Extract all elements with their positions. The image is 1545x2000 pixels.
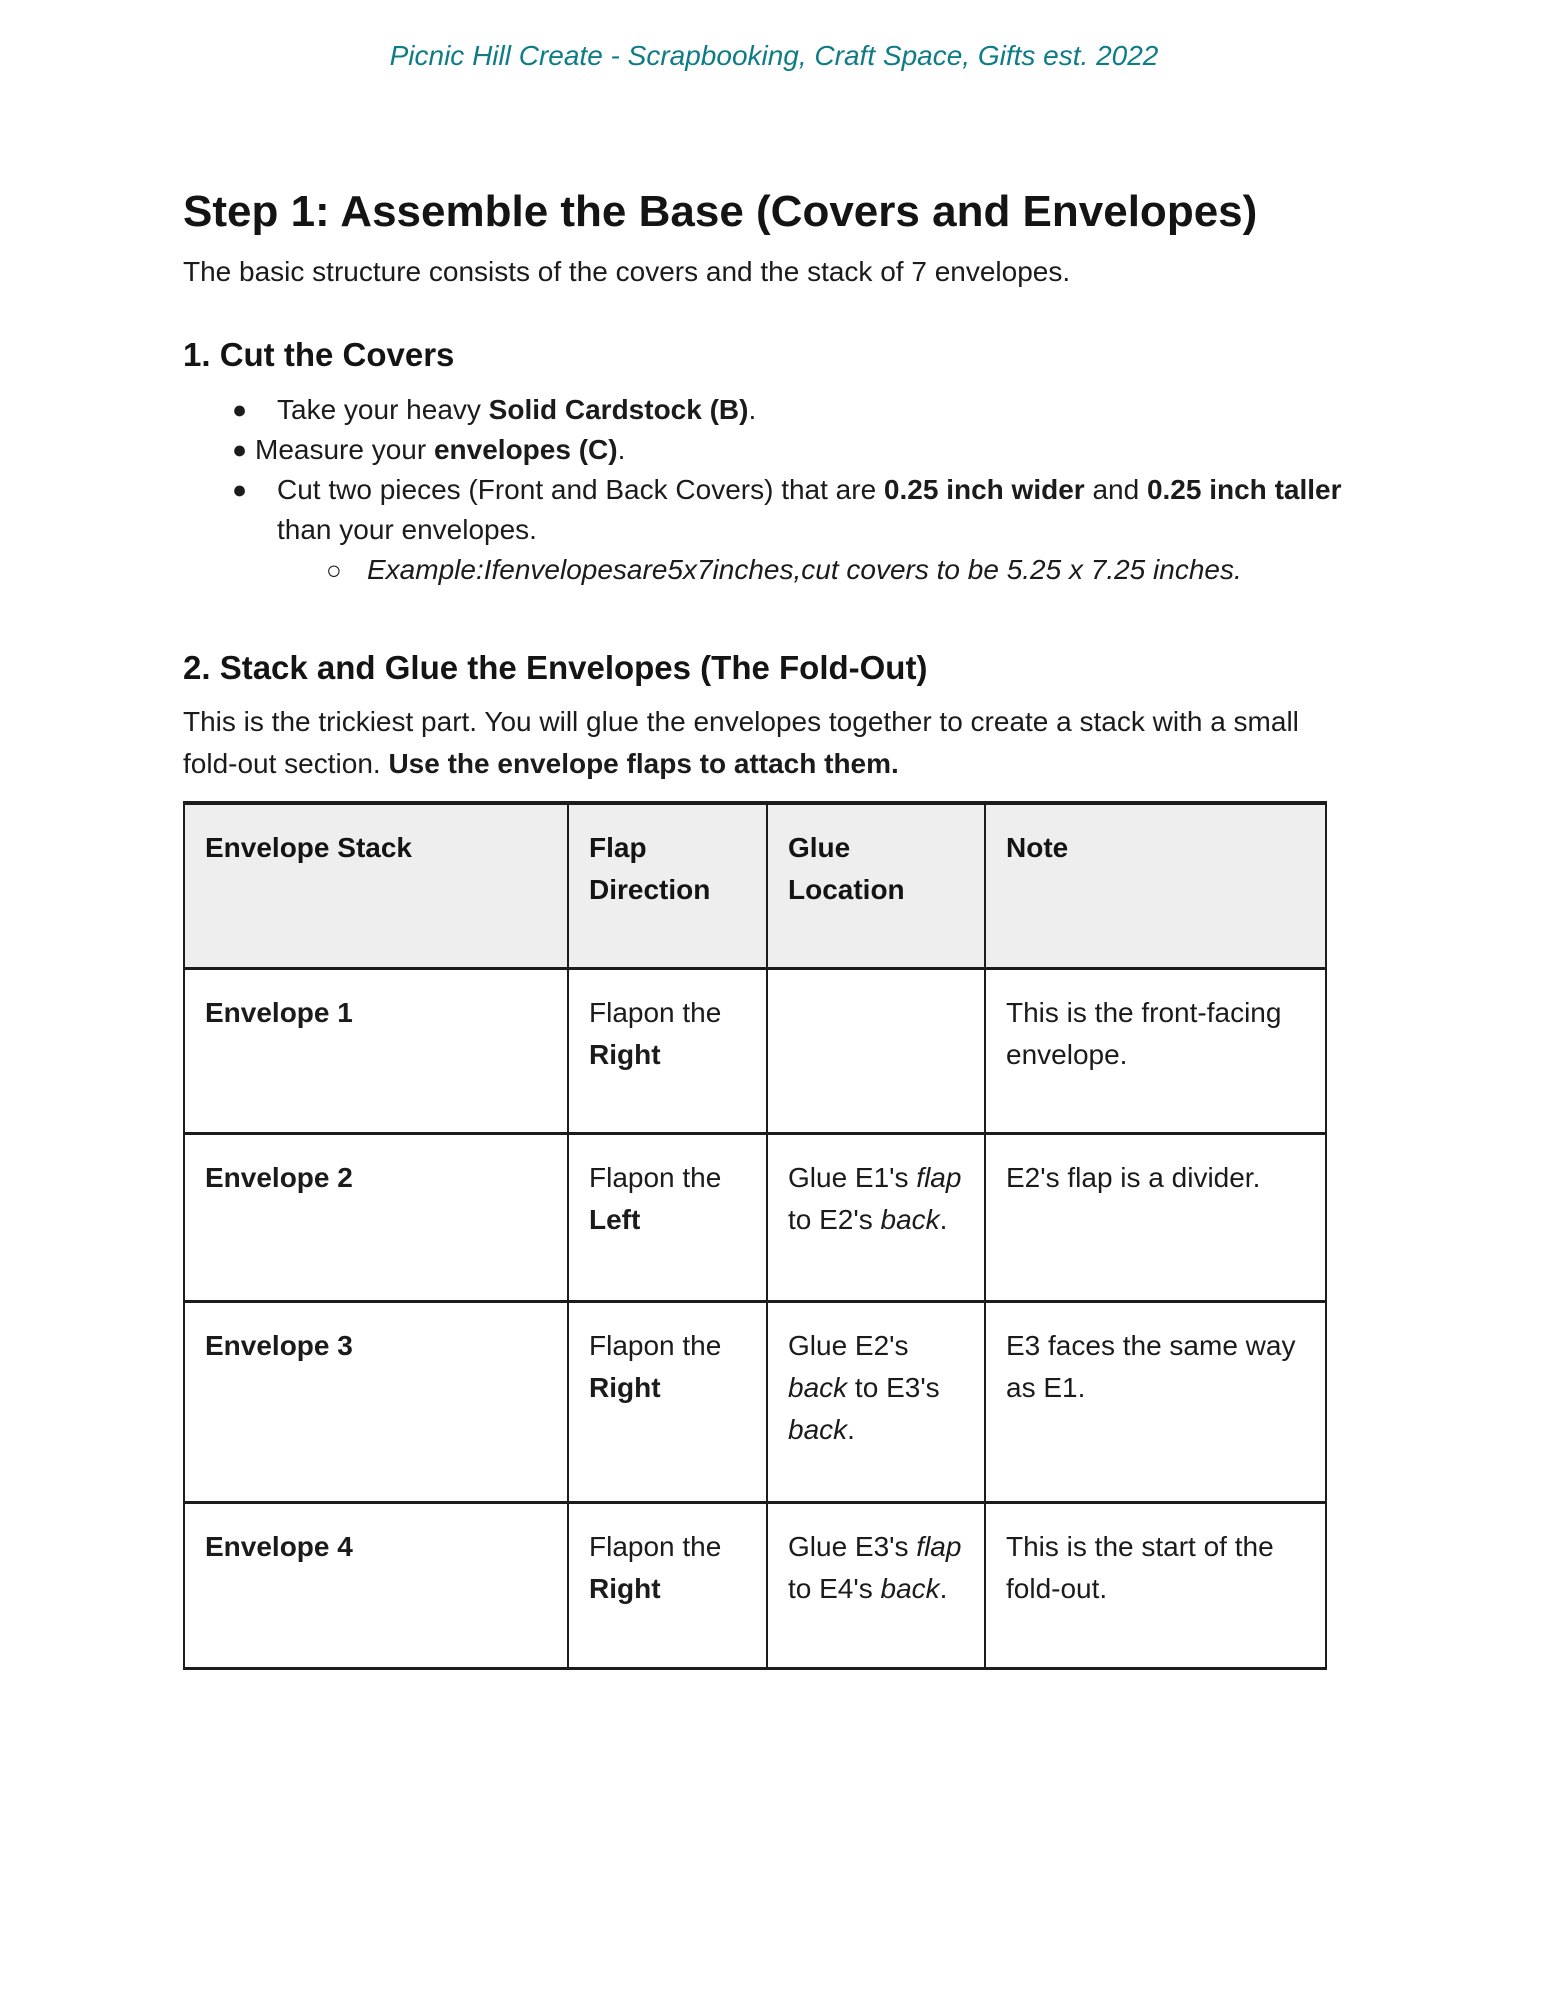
table-cell-note: E2's flap is a divider. xyxy=(985,1133,1326,1301)
table-cell-note: This is the start of the fold-out. xyxy=(985,1502,1326,1668)
table-row xyxy=(184,1502,1326,1668)
column-header-envelope-stack: Envelope Stack xyxy=(184,803,568,968)
list-item xyxy=(232,430,1365,470)
list-item-main-text: Cut two pieces (Front and Back Covers) that are 0.25 inch wider and 0.25 inch taller than your envelopes. xyxy=(277,474,1342,545)
list-item-text: Take your heavy Solid Cardstock (B). xyxy=(277,394,757,425)
table-cell-envelope: Envelope 1 xyxy=(184,968,568,1133)
section-heading-stack-glue: 2. Stack and Glue the Envelopes (The Fold-Out) xyxy=(183,649,928,686)
example-sub-item xyxy=(326,550,1342,590)
cut-covers-bullet-list xyxy=(183,390,1365,590)
table-header-row xyxy=(184,803,1326,968)
bullet-icon: ● xyxy=(232,476,248,504)
list-item-text: Measure your envelopes (C). xyxy=(255,434,626,465)
column-header-glue-location: Glue Location xyxy=(767,803,985,968)
list-item-text xyxy=(277,470,1342,590)
table-cell-envelope: Envelope 2 xyxy=(184,1133,568,1301)
envelope-table xyxy=(183,801,1327,1670)
table-cell-glue-location xyxy=(767,968,985,1133)
table-cell-flap-direction: Flapon the Right xyxy=(568,1502,767,1668)
section-heading-cut-covers: 1. Cut the Covers xyxy=(183,336,455,373)
table-row xyxy=(184,1133,1326,1301)
list-item xyxy=(232,390,1365,430)
example-text: Example:Ifenvelopesare5x7inches,cut covers to be 5.25 x 7.25 inches. xyxy=(367,554,1242,585)
table-cell-note: E3 faces the same way as E1. xyxy=(985,1301,1326,1502)
table-cell-flap-direction: Flapon the Right xyxy=(568,1301,767,1502)
table-cell-envelope: Envelope 4 xyxy=(184,1502,568,1668)
table-cell-flap-direction: Flapon the Left xyxy=(568,1133,767,1301)
table-cell-note: This is the front-facing envelope. xyxy=(985,968,1326,1133)
bullet-icon: ● xyxy=(232,396,248,424)
step-intro-paragraph: The basic structure consists of the covers and the stack of 7 envelopes. xyxy=(183,256,1071,287)
table-row xyxy=(184,968,1326,1133)
table-row xyxy=(184,1301,1326,1502)
hollow-bullet-icon: ○ xyxy=(326,555,342,585)
table-cell-flap-direction: Flapon the Right xyxy=(568,968,767,1133)
stack-intro-paragraph: This is the trickiest part. You will glue the envelopes together to create a stack with a small fold-out section. Use the envelope flaps to attach them. xyxy=(183,706,1299,779)
document-header-title: Picnic Hill Create - Scrapbooking, Craft Space, Gifts est. 2022 xyxy=(389,40,1159,71)
table-cell-glue-location: Glue E3's flap to E4's back. xyxy=(767,1502,985,1668)
column-header-note: Note xyxy=(985,803,1326,968)
step-title: Step 1: Assemble the Base (Covers and Envelopes) xyxy=(183,187,1258,236)
table-cell-envelope: Envelope 3 xyxy=(184,1301,568,1502)
table-cell-glue-location: Glue E1's flap to E2's back. xyxy=(767,1133,985,1301)
table-cell-glue-location: Glue E2's back to E3's back. xyxy=(767,1301,985,1502)
list-item xyxy=(232,470,1365,590)
column-header-flap-direction: Flap Direction xyxy=(568,803,767,968)
bullet-icon: ● xyxy=(232,436,248,464)
